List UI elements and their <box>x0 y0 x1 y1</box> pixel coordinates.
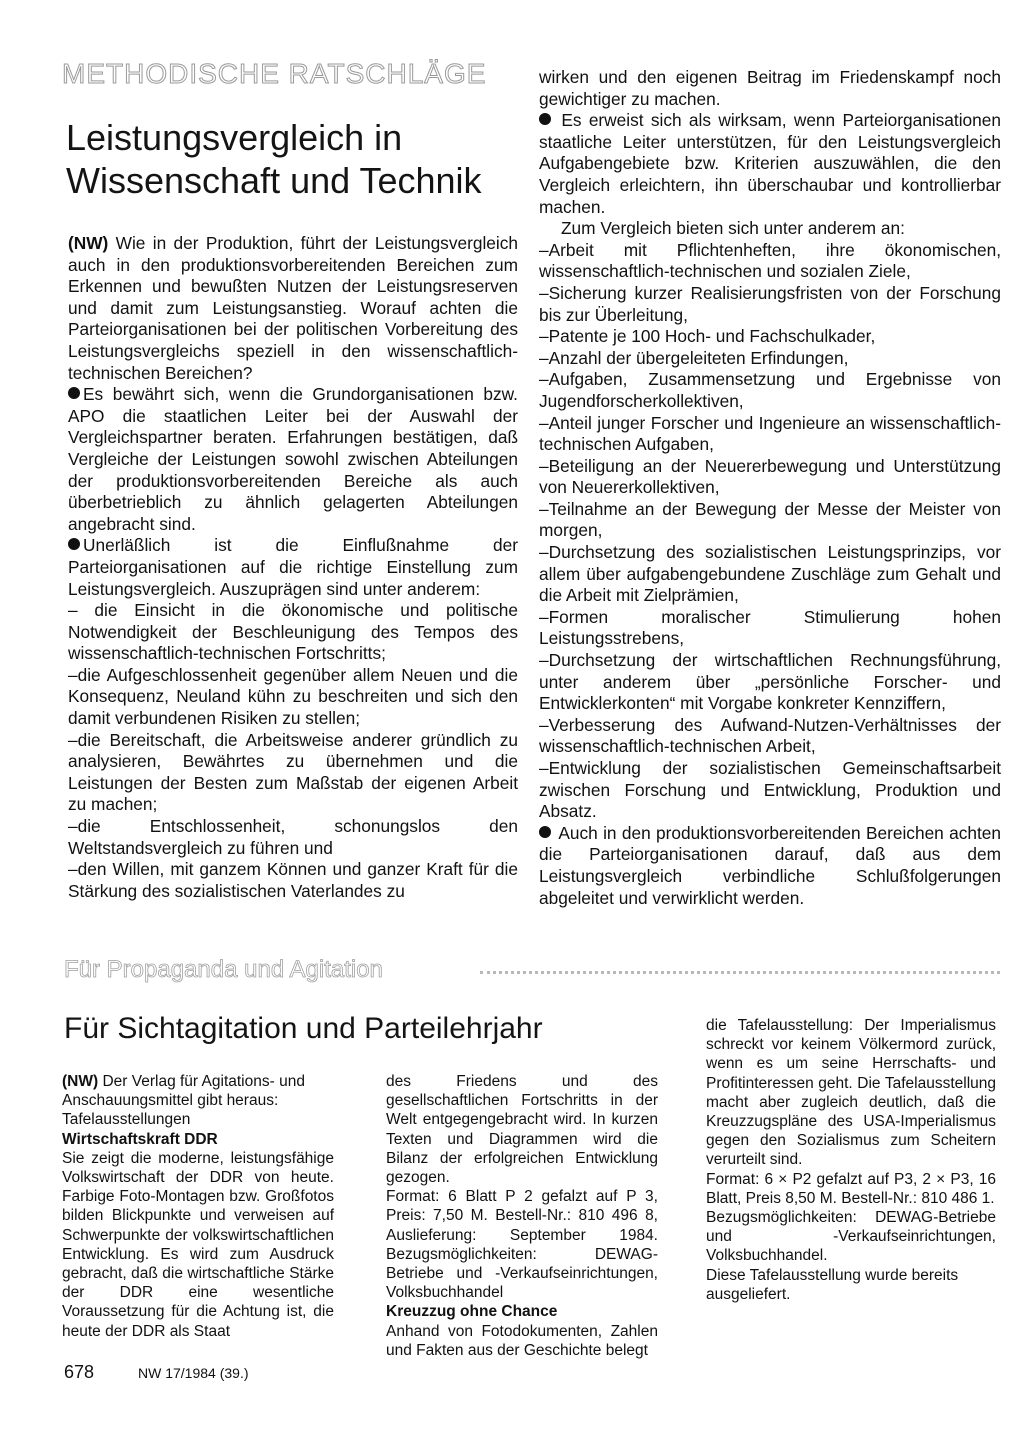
article2-subhead: Tafelausstellungen <box>62 1111 191 1129</box>
article1-paragraph-2-text: Unerläßlich ist die Einflußnahme der Parteiorganisationen auf die richtige Einstellung zum Leistungsvergleich. Auszuprägen sind unter anderem: <box>68 535 518 599</box>
list-item: –Sicherung kurzer Realisierungsfristen von der Forschung bis zur Überleitung, <box>539 282 1001 325</box>
list-item: –Arbeit mit Pflichtenheften, ihre ökonomischen, wissenschaftlich-technischen und sozialen Ziele, <box>539 239 1001 282</box>
list-item: –Durchsetzung des sozialistischen Leistungsprinzips, vor allem über aufgabengebundene Zuschläge zum Gehalt und die Arbeit mit Zielprämien, <box>539 542 1001 606</box>
list-item: –die Bereitschaft, die Arbeitsweise anderer gründlich zu analysieren, Bewährtes zu übernehmen und die Leistungen der Besten zum Maßstab der eigenen Arbeit zu machen; <box>68 729 518 815</box>
article1-abbr: (NW) <box>68 233 109 253</box>
article2-column-1 <box>62 1072 334 1341</box>
article1-paragraph-2 <box>68 535 518 600</box>
article1-paragraph-1 <box>68 384 518 535</box>
list-item: –die Entschlossenheit, schonungslos den Weltstandsvergleich zu führen und <box>68 816 518 858</box>
list-item: –Formen moralischer Stimulierung hohen Leistungsstrebens, <box>539 606 1001 649</box>
kicker-divider <box>480 971 1000 974</box>
article2-intro-text: Der Verlag für Agitations- und Anschauungsmittel gibt heraus: <box>62 1073 305 1110</box>
list-item: –Verbesserung des Aufwand-Nutzen-Verhältnisses der wissenschaftlich-technischen Arbeit, <box>539 714 1001 757</box>
item2-title: Kreuzzug ohne Chance <box>386 1303 558 1321</box>
article2-column-2 <box>386 1072 658 1360</box>
article2-title: Für Sichtagitation und Parteilehrjahr <box>64 1012 543 1045</box>
article2-intro <box>62 1072 334 1110</box>
list-item: –Aufgaben, Zusammensetzung und Ergebnisse von Jugendforscherkollektiven, <box>539 369 1001 411</box>
list-item-continuation: wirken und den eigenen Beitrag im Friedenskampf noch gewichtiger zu machen. <box>539 67 1001 109</box>
article1-intro-text: Wie in der Produktion, führt der Leistungsvergleich auch in den produktionsvorbereitenden Bereichen zum Erkennen und bewußten Nutzen der Leistungsreserven und damit zum Leistungsanstieg. Worauf achten die Parteiorganisationen bei der politischen Vorbereitung des Leistungsvergleichs speziell in den wissenschaftlich-technischen Bereichen? <box>68 233 518 383</box>
article1-intro <box>68 233 518 384</box>
article1-title: Leistungsvergleich in Wissenschaft und Technik <box>66 117 482 201</box>
item2-bezug: Bezugsmöglichkeiten: DEWAG-Betriebe und -Verkaufseinrichtungen, Volksbuchhandel. <box>706 1209 996 1265</box>
article1-paragraph-4 <box>539 823 1001 909</box>
item1-title: Wirtschaftskraft DDR <box>62 1130 218 1148</box>
section-kicker-methodische: METHODISCHE RATSCHLÄGE <box>62 58 487 89</box>
issue-label: NW 17/1984 (39.) <box>138 1365 249 1381</box>
article1-column-right <box>539 67 1001 909</box>
page-number: 678 <box>64 1362 95 1382</box>
item2-text-part2: die Tafelausstellung: Der Imperialismus schreckt vor keinem Völkermord zurück, wenn es um seine Herrschafts- und Profitinteressen geht. Die Tafelausstellung macht aber zugleich deutlich, daß die Kreuzzugspläne des USA-Imperialismus gegen den Sozialismus zum Scheitern verurteilt sind. <box>706 1017 996 1169</box>
article2-column-3 <box>706 1016 996 1304</box>
item2-note: Diese Tafelausstellung wurde bereits ausgeliefert. <box>706 1266 959 1303</box>
article1-paragraph-3 <box>539 110 1001 218</box>
article1-paragraph-4-text: Auch in den produktionsvorbereitenden Bereichen achten die Parteiorganisationen darauf, daß aus dem Leistungsvergleich verbindliche Schlußfolgerungen abgeleitet und verwirklicht werden. <box>539 822 1001 908</box>
item2-text-part1: Anhand von Fotodokumenten, Zahlen und Fakten aus der Geschichte belegt <box>386 1322 658 1359</box>
bullet-icon <box>68 387 80 399</box>
item1-format: Format: 6 Blatt P 2 gefalzt auf P 3, Preis: 7,50 M. Bestell-Nr.: 810 496 8, Auslieferung: September 1984. Bezugsmöglichkeiten: DEWAG-Betriebe und -Verkaufseinrichtungen, Volksbuchhandel <box>386 1188 658 1302</box>
bullet-icon <box>539 113 551 125</box>
list-item: –Teilnahme an der Bewegung der Messe der Meister von morgen, <box>539 498 1001 541</box>
list-item: – die Einsicht in die ökonomische und politische Notwendigkeit der Beschleunigung des Tempos des wissenschaftlich-technischen Fortschritts; <box>68 600 518 664</box>
list-item: –Anteil junger Forscher und Ingenieure an wissenschaftlich-technischen Aufgaben, <box>539 412 1001 455</box>
bullet-icon <box>539 826 551 838</box>
article1-paragraph-3-text: Es erweist sich als wirksam, wenn Parteiorganisationen staatliche Leiter unterstützen, für den Leistungsvergleich Aufgabengebiete bzw. Kriterien auszuwählen, die den Vergleich erleichtern, ihn überschaubar und kontrollierbar machen. <box>539 110 1001 217</box>
section-kicker-propaganda: Für Propaganda und Agitation <box>64 956 383 983</box>
bullet-icon <box>68 538 80 550</box>
list-item: –die Aufgeschlossenheit gegenüber allem Neuen und die Konsequenz, Neuland kühn zu beschreiten und sich den damit verbundenen Risiken zu stellen; <box>68 664 518 729</box>
list-item: –Entwicklung der sozialistischen Gemeinschaftsarbeit zwischen Forschung und Entwicklung, Produktion und Absatz. <box>539 758 1001 822</box>
article1-paragraph-1-text: Es bewährt sich, wenn die Grundorganisationen bzw. APO die staatlichen Leiter bei der Auswahl der Vergleichspartner beraten. Erfahrungen bestätigen, daß Vergleiche der Leistungen sowohl zwischen Abteilungen der produktionsvorbereitenden Bereiche als auch überbetrieblich zu ähnlich gelagerten Abteilungen angebracht sind. <box>68 384 518 534</box>
list-item: –Beteiligung an der Neuererbewegung und Unterstützung von Neuererkollektiven, <box>539 455 1001 498</box>
list-item: –Anzahl der übergeleiteten Erfindungen, <box>539 347 849 368</box>
list-item-continued: –den Willen, mit ganzem Können und ganzer Kraft für die Stärkung des sozialistischen Vaterlandes zu <box>68 859 518 901</box>
item1-text-part1: Sie zeigt die moderne, leistungsfähige Volkswirtschaft der DDR von heute. Farbige Foto-Montagen bzw. Großfotos bilden Blickpunkte und verweisen auf Schwerpunkte der volkswirtschaftlichen Entwicklung. Es wird zum Ausdruck gebracht, daß die wirtschaftliche Stärke der DDR eine wesentliche Voraussetzung für die Achtung ist, die heute der DDR als Staat <box>62 1149 334 1340</box>
item2-format: Format: 6 × P2 gefalzt auf P3, 2 × P3, 16 Blatt, Preis 8,50 M. Bestell-Nr.: 810 486 1. <box>706 1170 996 1207</box>
article2-abbr: (NW) <box>62 1073 99 1090</box>
list-item <box>68 859 518 902</box>
article1-column-left <box>68 233 518 902</box>
article1-list2-intro: Zum Vergleich bieten sich unter anderem an: <box>561 218 905 239</box>
item1-text-part2: des Friedens und des gesellschaftlichen Fortschritts in der Welt entgegengebracht wird. In kurzen Texten und Diagrammen wird die Bilanz der erfolgreichen Entwicklung gezogen. <box>386 1073 658 1187</box>
list-item: –Patente je 100 Hoch- und Fachschulkader, <box>539 326 876 347</box>
list-item: –Durchsetzung der wirtschaftlichen Rechnungsführung, unter anderem über „persönliche Forscher- und Entwicklerkonten“ mit Vorgabe konkreter Kennziffern, <box>539 650 1001 714</box>
